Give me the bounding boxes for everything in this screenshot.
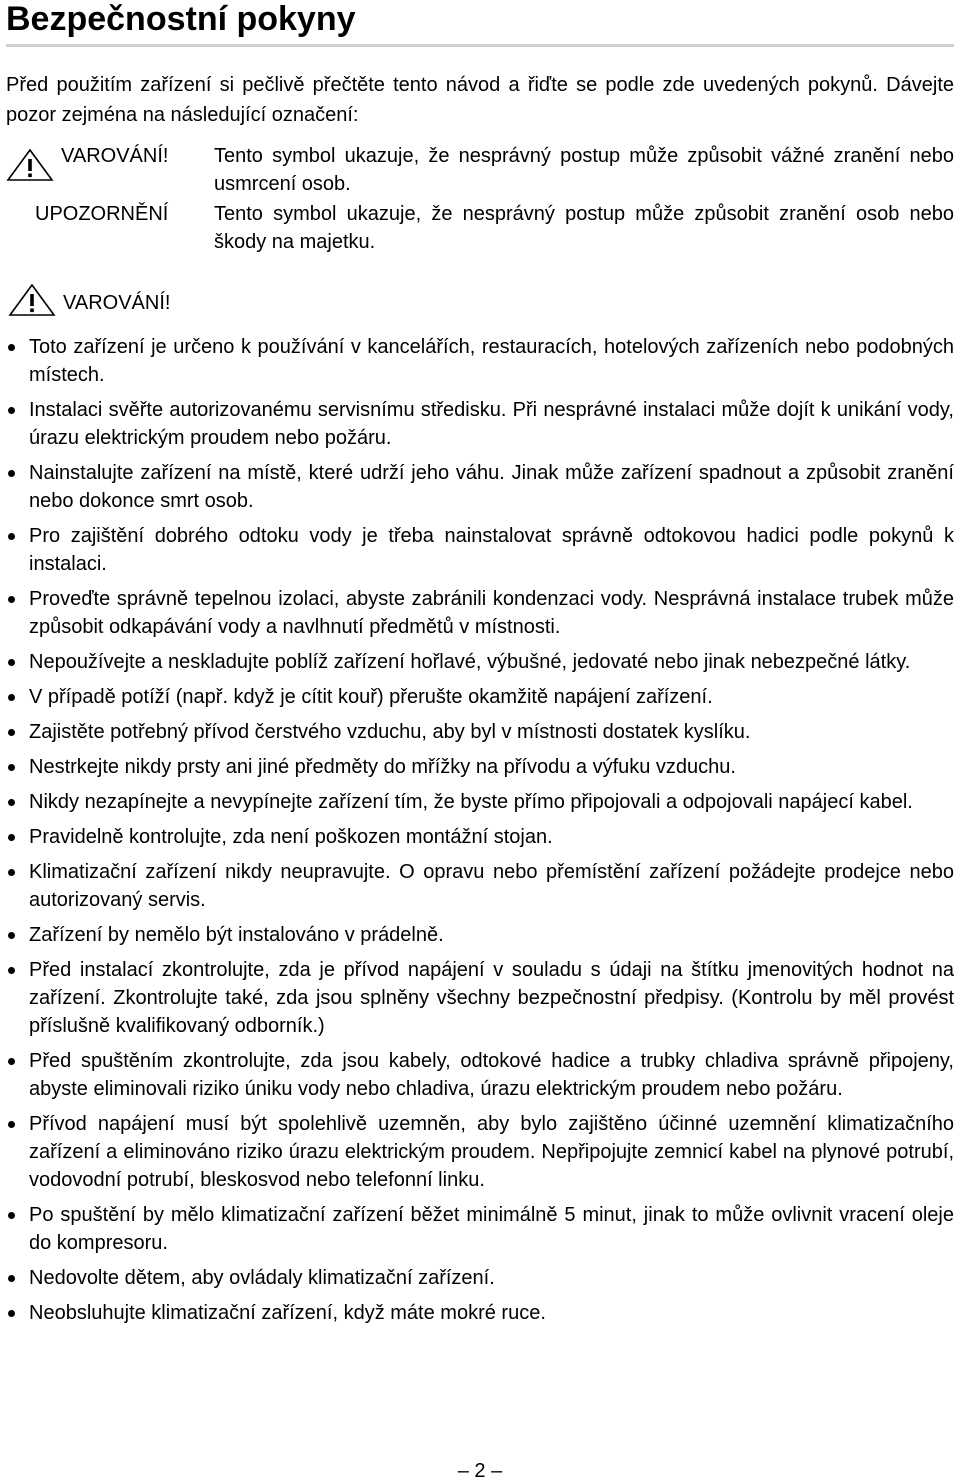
title-underline xyxy=(6,44,954,47)
list-item: Před spuštěním zkontrolujte, zda jsou kabely, odtokové hadice a trubky chladiva správně připojeny, abyste eliminovali riziko úniku vody nebo chladiva, úrazu elektrickým proudem nebo požáru. xyxy=(6,1047,954,1103)
legend-warning-description: Tento symbol ukazuje, že nesprávný postup může způsobit vážné zranění nebo usmrcení osob. xyxy=(214,145,954,195)
warning-triangle-icon xyxy=(6,148,54,190)
page-title: Bezpečnostní pokyny xyxy=(6,0,356,38)
bullet-icon xyxy=(8,729,15,736)
bullet-icon xyxy=(8,967,15,974)
bullet-icon xyxy=(8,596,15,603)
bullet-icon xyxy=(8,799,15,806)
list-item: Nepoužívejte a neskladujte poblíž zařízení hořlavé, výbušné, jedovaté nebo jinak nebezpečné látky. xyxy=(6,648,954,676)
warning-heading xyxy=(6,283,306,319)
warning-triangle-icon xyxy=(8,283,56,329)
bullet-icon xyxy=(8,1121,15,1128)
bullet-icon xyxy=(8,659,15,666)
bullet-icon xyxy=(8,1275,15,1282)
bullet-icon xyxy=(8,407,15,414)
list-item: Pravidelně kontrolujte, zda není poškozen montážní stojan. xyxy=(6,823,954,851)
bullet-icon xyxy=(8,932,15,939)
list-item: Nainstalujte zařízení na místě, které udrží jeho váhu. Jinak může zařízení spadnout a způsobit zranění nebo dokonce smrt osob. xyxy=(6,459,954,515)
safety-instructions-list xyxy=(6,333,954,1334)
list-item: Nikdy nezapínejte a nevypínejte zařízení tím, že byste přímo připojovali a odpojovali napájecí kabel. xyxy=(6,788,954,816)
legend-warning-row xyxy=(6,142,954,198)
legend-caution-description: Tento symbol ukazuje, že nesprávný postup může způsobit zranění osob nebo škody na majetku. xyxy=(214,203,954,253)
bullet-icon xyxy=(8,1058,15,1065)
list-item: V případě potíží (např. když je cítit kouř) přerušte okamžitě napájení zařízení. xyxy=(6,683,954,711)
list-item: Pro zajištění dobrého odtoku vody je třeba nainstalovat správně odtokovou hadici podle pokynů k instalaci. xyxy=(6,522,954,578)
legend-caution-row xyxy=(6,200,954,256)
list-item: Přívod napájení musí být spolehlivě uzemněn, aby bylo zajištěno účinné uzemnění klimatizačního zařízení a eliminováno riziko úrazu elektrickým proudem. Nepřipojujte zemnicí kabel na plynové potrubí, vodovodní potrubí, bleskosvod nebo telefonní linku. xyxy=(6,1110,954,1194)
bullet-icon xyxy=(8,1212,15,1219)
list-item: Nedovolte dětem, aby ovládaly klimatizační zařízení. xyxy=(6,1264,954,1292)
list-item: Neobsluhujte klimatizační zařízení, když máte mokré ruce. xyxy=(6,1299,954,1327)
bullet-icon xyxy=(8,764,15,771)
list-item: Proveďte správně tepelnou izolaci, abyste zabránili kondenzaci vody. Nesprávná instalace trubek může způsobit odkapávání vody a navlhnutí předmětů v místnosti. xyxy=(6,585,954,641)
intro-paragraph: Před použitím zařízení si pečlivě přečtěte tento návod a řiďte se podle zde uvedených pokynů. Dávejte pozor zejména na následující označení: xyxy=(6,74,954,126)
list-item: Po spuštění by mělo klimatizační zařízení běžet minimálně 5 minut, jinak to může ovlivnit vracení oleje do kompresoru. xyxy=(6,1201,954,1257)
warning-heading-label: VAROVÁNÍ! xyxy=(63,292,171,314)
page-number: – 2 – xyxy=(457,1460,503,1482)
bullet-icon xyxy=(8,834,15,841)
bullet-icon xyxy=(8,470,15,477)
list-item: Toto zařízení je určeno k používání v kancelářích, restauracích, hotelových zařízeních nebo podobných místech. xyxy=(6,333,954,389)
bullet-icon xyxy=(8,1310,15,1317)
bullet-icon xyxy=(8,694,15,701)
legend-caution-term: UPOZORNĚNÍ xyxy=(35,203,169,225)
list-item: Před instalací zkontrolujte, zda je přívod napájení v souladu s údaji na štítku jmenovitých hodnot na zařízení. Zkontrolujte také, zda jsou splněny všechny bezpečnostní předpisy. (Kontrolu by měl provést příslušně kvalifikovaný odborník.) xyxy=(6,956,954,1040)
list-item: Nestrkejte nikdy prsty ani jiné předměty do mřížky na přívodu a výfuku vzduchu. xyxy=(6,753,954,781)
list-item: Zajistěte potřebný přívod čerstvého vzduchu, aby byl v místnosti dostatek kyslíku. xyxy=(6,718,954,746)
legend-warning-term: VAROVÁNÍ! xyxy=(61,145,169,167)
list-item: Instalaci svěřte autorizovanému servisnímu středisku. Při nesprávné instalaci může dojít k unikání vody, úrazu elektrickým proudem nebo požáru. xyxy=(6,396,954,452)
list-item: Zařízení by nemělo být instalováno v prádelně. xyxy=(6,921,954,949)
bullet-icon xyxy=(8,869,15,876)
bullet-icon xyxy=(8,344,15,351)
bullet-icon xyxy=(8,533,15,540)
list-item: Klimatizační zařízení nikdy neupravujte. O opravu nebo přemístění zařízení požádejte prodejce nebo autorizovaný servis. xyxy=(6,858,954,914)
